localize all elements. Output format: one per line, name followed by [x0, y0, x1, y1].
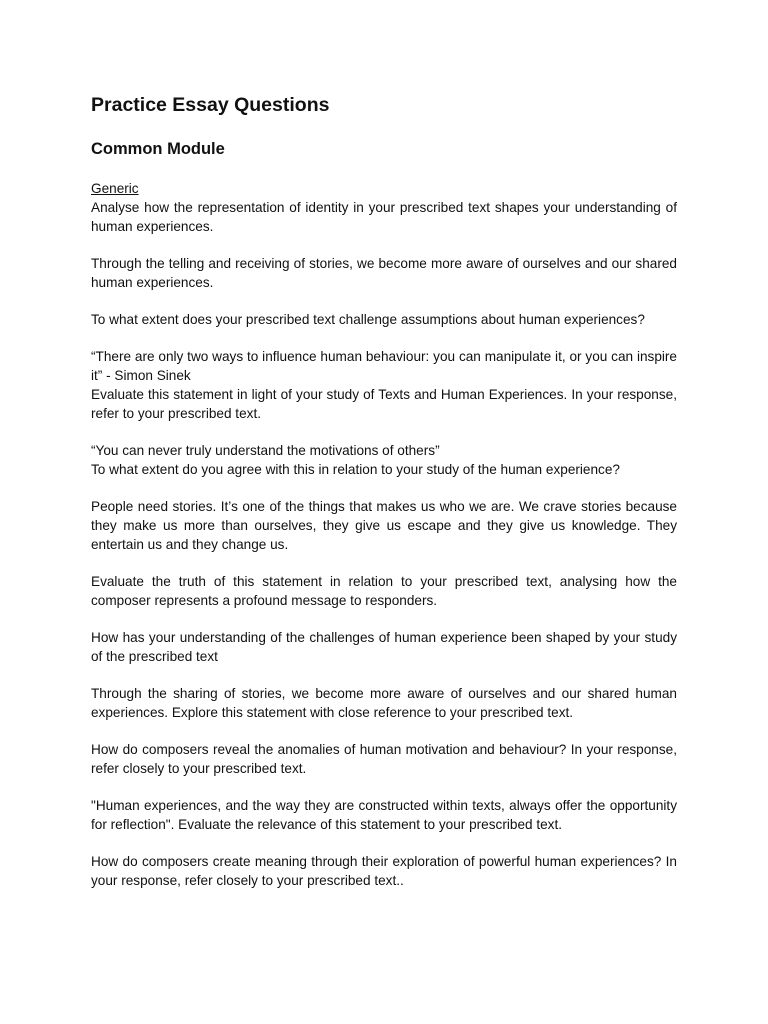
sub-heading-generic: Generic: [91, 181, 139, 196]
question-line: Analyse how the representation of identity in your prescribed text shapes your understanding of human experiences.: [91, 200, 677, 234]
essay-question: [91, 852, 677, 890]
essay-question: [91, 740, 677, 778]
question-line: Evaluate this statement in light of your study of Texts and Human Experiences. In your response, refer to your prescribed text.: [91, 387, 677, 421]
document-title: Practice Essay Questions: [91, 94, 330, 116]
question-line: Through the telling and receiving of stories, we become more aware of ourselves and our shared human experiences.: [91, 256, 677, 290]
quote-line: “You can never truly understand the motivations of others”: [91, 443, 440, 458]
section-title: Common Module: [91, 140, 225, 158]
essay-question: [91, 198, 677, 236]
essay-question: [91, 684, 677, 722]
essay-question: [91, 796, 677, 834]
question-line: To what extent does your prescribed text challenge assumptions about human experiences?: [91, 312, 645, 327]
question-line: How do composers create meaning through their exploration of powerful human experiences? In your response, refer closely to your prescribed text..: [91, 854, 677, 888]
question-line: How do composers reveal the anomalies of human motivation and behaviour? In your response, refer closely to your prescribed text.: [91, 742, 677, 776]
essay-question: [91, 572, 677, 610]
question-line: To what extent do you agree with this in relation to your study of the human experience?: [91, 462, 620, 477]
essay-question: [91, 497, 677, 554]
essay-question: [91, 628, 677, 666]
document-content: [91, 92, 677, 908]
essay-question: [91, 441, 677, 479]
essay-question: [91, 310, 677, 329]
essay-question: [91, 254, 677, 292]
question-line: Evaluate the truth of this statement in relation to your prescribed text, analysing how the composer represents a profound message to responders.: [91, 574, 677, 608]
quote-line: “There are only two ways to influence human behaviour: you can manipulate it, or you can inspire it” - Simon Sinek: [91, 349, 677, 383]
question-line: Through the sharing of stories, we become more aware of ourselves and our shared human experiences. Explore this statement with close reference to your prescribed text.: [91, 686, 677, 720]
quote-line: People need stories. It’s one of the things that makes us who we are. We crave stories because they make us more than ourselves, they give us escape and they give us knowledge. They entertain us and they change us.: [91, 499, 677, 552]
question-line: How has your understanding of the challenges of human experience been shaped by your study of the prescribed text: [91, 630, 677, 664]
question-line: "Human experiences, and the way they are constructed within texts, always offer the opportunity for reflection". Evaluate the relevance of this statement to your prescribed text.: [91, 798, 677, 832]
essay-question: [91, 347, 677, 423]
